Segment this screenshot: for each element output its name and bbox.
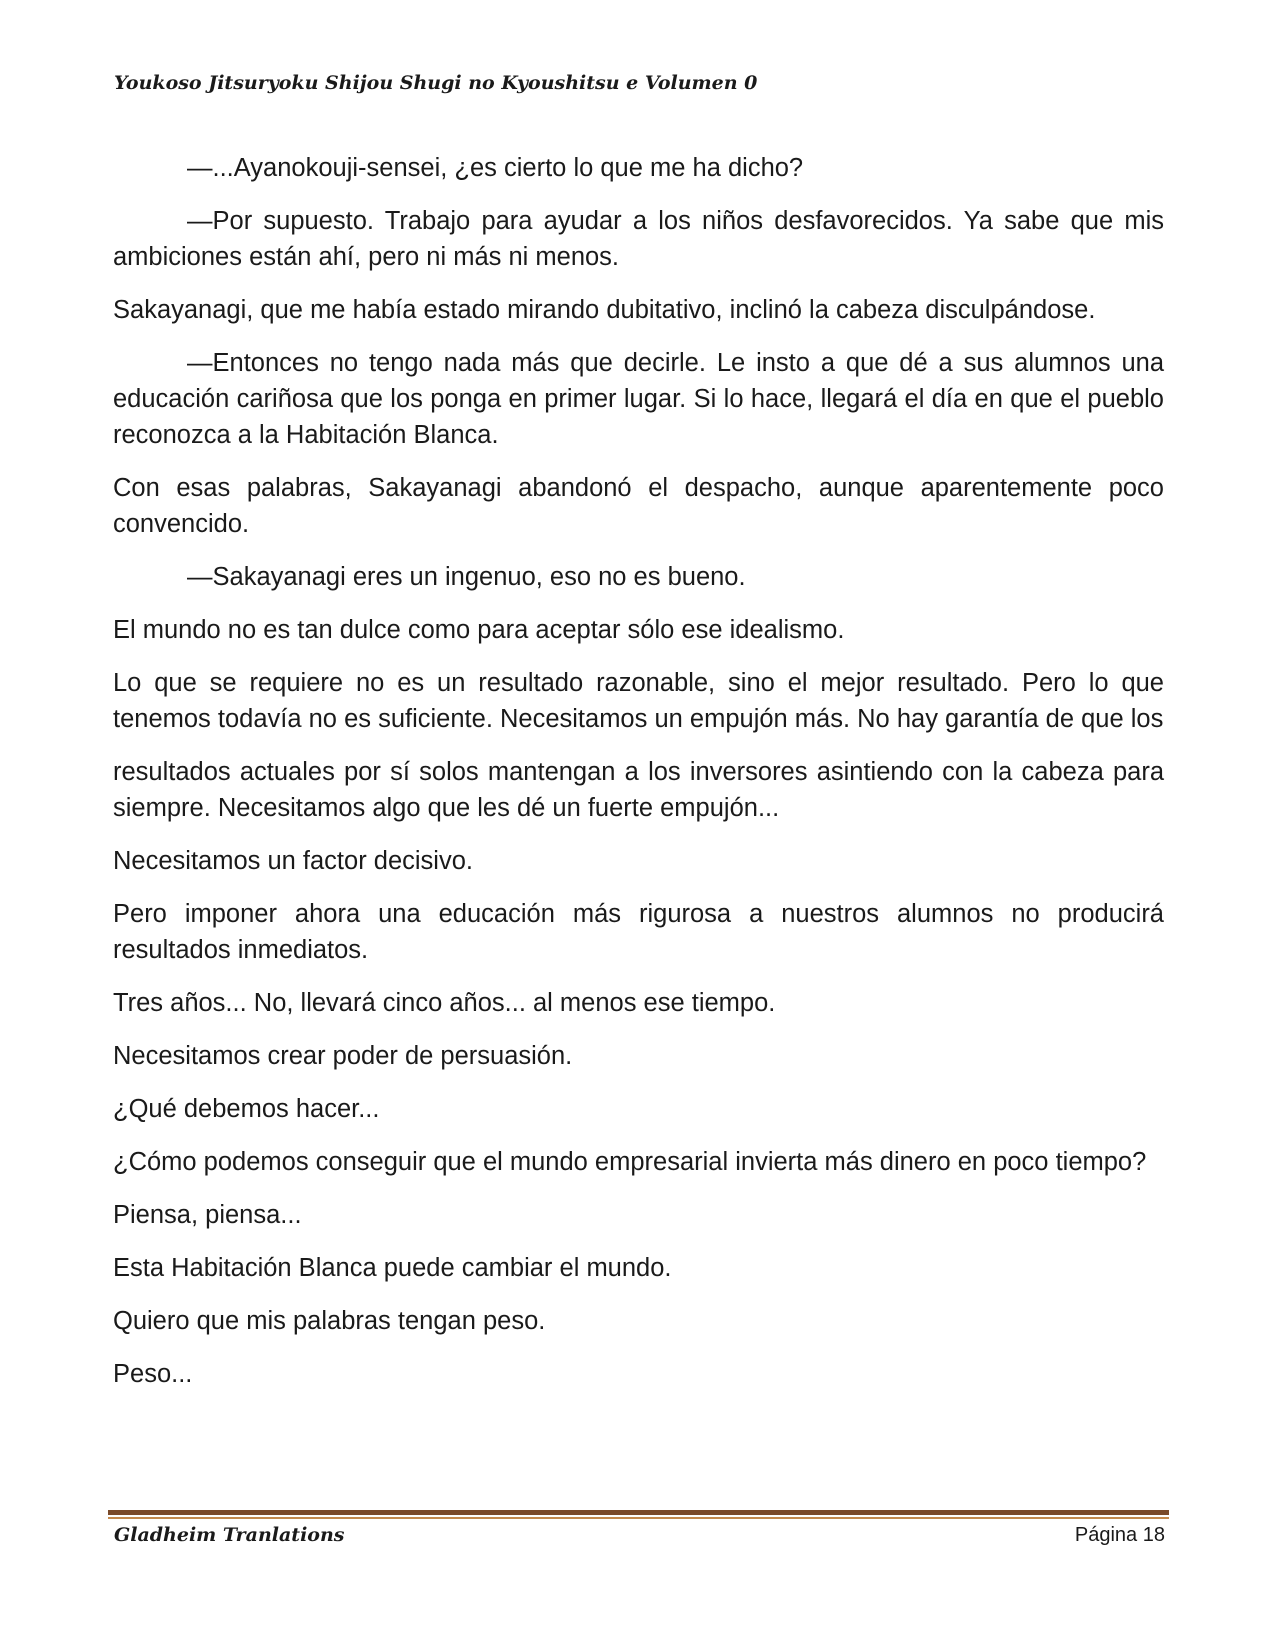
page-label: Página	[1074, 1524, 1138, 1546]
paragraph: —Sakayanagi eres un ingenuo, eso no es bueno.	[187, 563, 746, 591]
footer-credit: Gladheim Tranlations	[114, 1524, 345, 1546]
paragraph: Peso...	[113, 1360, 193, 1388]
paragraph: Con esas palabras, Sakayanagi abandonó el despacho, aunque aparentemente poco convencido.	[113, 474, 1164, 538]
paragraph: Pero imponer ahora una educación más rigurosa a nuestros alumnos no producirá resultados inmediatos.	[113, 900, 1164, 964]
paragraph: ¿Cómo podemos conseguir que el mundo empresarial invierta más dinero en poco tiempo?	[113, 1148, 1147, 1176]
paragraph: Lo que se requiere no es un resultado razonable, sino el mejor resultado. Pero lo que tenemos todavía no es suficiente. Necesitamos un empujón más. No hay garantía de que los	[113, 669, 1164, 733]
paragraph: —Por supuesto. Trabajo para ayudar a los niños desfavorecidos. Ya sabe que mis ambiciones están ahí, pero ni más ni menos.	[113, 207, 1164, 271]
running-header: Youkoso Jitsuryoku Shijou Shugi no Kyoushitsu e Volumen 0	[114, 72, 758, 94]
paragraph: —...Ayanokouji-sensei, ¿es cierto lo que me ha dicho?	[187, 154, 804, 182]
paragraph: Esta Habitación Blanca puede cambiar el mundo.	[113, 1254, 672, 1282]
paragraph: Sakayanagi, que me había estado mirando dubitativo, inclinó la cabeza disculpándose.	[113, 296, 1096, 324]
paragraph: Piensa, piensa...	[113, 1201, 302, 1229]
paragraph: resultados actuales por sí solos mantengan a los inversores asintiendo con la cabeza para siempre. Necesitamos algo que les dé un fuerte empujón...	[113, 758, 1164, 822]
paragraph: Tres años... No, llevará cinco años... al menos ese tiempo.	[113, 989, 776, 1017]
paragraph: ¿Qué debemos hacer...	[113, 1095, 380, 1123]
page-number-value: 18	[1142, 1524, 1165, 1546]
page-number	[1075, 1524, 1165, 1547]
page-body	[113, 150, 1164, 1409]
paragraph: Necesitamos un factor decisivo.	[113, 847, 473, 875]
paragraph: —Entonces no tengo nada más que decirle. Le insto a que dé a sus alumnos una educación cariñosa que los ponga en primer lugar. Si lo hace, llegará el día en que el pueblo reconozca a la Habitación Blanca.	[113, 349, 1164, 449]
footer-divider-accent	[108, 1517, 1169, 1519]
paragraph: Quiero que mis palabras tengan peso.	[113, 1307, 546, 1335]
footer-divider	[108, 1510, 1169, 1515]
paragraph: Necesitamos crear poder de persuasión.	[113, 1042, 573, 1070]
paragraph: El mundo no es tan dulce como para aceptar sólo ese idealismo.	[113, 616, 845, 644]
